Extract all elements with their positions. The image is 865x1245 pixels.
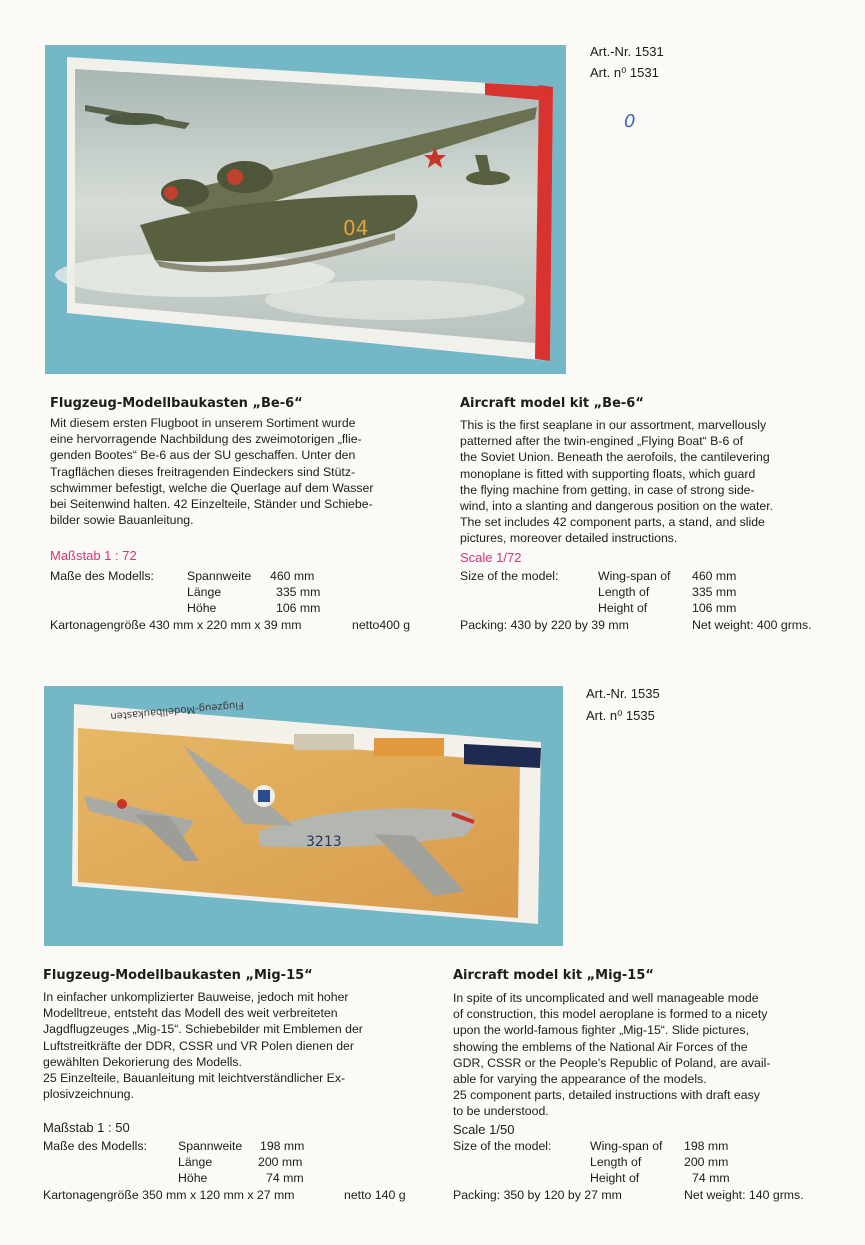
- line: the flying machine from getting, in case of strong side-: [460, 482, 755, 497]
- kit2-dim-value: 74 mm: [266, 1171, 304, 1185]
- line: In spite of its uncomplicated and well manageable mode: [453, 991, 759, 1005]
- line: able for varying the appearance of the models.: [453, 1072, 707, 1087]
- kit1-dim-name: Height of: [598, 601, 648, 615]
- line: Modelltreue, entsteht das Modell des weit verbreiteten: [43, 1006, 338, 1021]
- kit2-title-de: Flugzeug-Modellbaukasten „Mig-15“: [43, 968, 313, 983]
- kit1-scale-en: Scale 1/72: [460, 550, 522, 565]
- kit1-dim-value: 460 mm: [270, 569, 315, 583]
- kit2-carton-de: Kartonagengröße 350 mm x 120 mm x 27 mm: [43, 1188, 295, 1202]
- line: gewählten Dekorierung des Modells.: [43, 1054, 242, 1069]
- kit2-scale-de: Maßstab 1 : 50: [43, 1120, 130, 1135]
- kit1-weight-en: Net weight: 400 grms.: [692, 618, 812, 632]
- mig15-box-title: Flugzeug-Modellbaukasten: [109, 698, 245, 722]
- line: monoplane is fitted with supporting floats, which guard: [460, 466, 756, 481]
- line: the Soviet Union. Beneath the aerofoils, the cantilevering: [460, 450, 770, 465]
- line: bilder sowie Bauanleitung.: [50, 513, 194, 528]
- kit2-dims-label-en: Size of the model:: [453, 1139, 552, 1153]
- line: Tragflächen dieses freitragenden Eindeckers sind Stütz-: [50, 464, 356, 479]
- line: In einfacher unkomplizierter Bauweise, jedoch mit hoher: [43, 990, 349, 1004]
- kit1-art-number-de: Art.-Nr. 1531: [590, 44, 664, 59]
- line: bei Seitenwind halten. 42 Einzelteile, Ständer und Schiebe-: [50, 497, 373, 512]
- kit1-dim-name: Length of: [598, 585, 650, 599]
- kit2-description-de: [43, 989, 415, 1102]
- kit1-dim-value: 335 mm: [692, 585, 737, 599]
- kit1-art-number-en: Art. n⁰ 1531: [590, 65, 659, 80]
- kit2-dim-value: 198 mm: [260, 1139, 305, 1153]
- line: upon the world-famous fighter „Mig-15“. Slide pictures,: [453, 1023, 749, 1038]
- kit1-description-de: [50, 415, 422, 528]
- line: schwimmer befestigt, welche die Querlage auf dem Wasser: [50, 480, 374, 495]
- kit1-packing-en: Packing: 430 by 220 by 39 mm: [460, 618, 629, 632]
- kit2-dim-name: Höhe: [178, 1171, 208, 1185]
- kit2-product-photo: [44, 686, 563, 946]
- kit2-title-en: Aircraft model kit „Mig-15“: [453, 968, 654, 983]
- kit1-title-en: Aircraft model kit „Be-6“: [460, 396, 644, 411]
- kit1-dim-value: 106 mm: [692, 601, 737, 615]
- mig15-box-number: 3213: [306, 834, 342, 850]
- kit2-dim-value: 198 mm: [684, 1139, 729, 1153]
- kit2-dim-value: 200 mm: [684, 1155, 729, 1169]
- kit1-dim-value: 335 mm: [276, 585, 321, 599]
- kit2-art-number-de: Art.-Nr. 1535: [586, 686, 660, 701]
- line: Luftstreitkräfte der DDR, CSSR und VR Polen dienen der: [43, 1038, 354, 1053]
- kit1-weight-de: netto400 g: [352, 618, 411, 632]
- kit1-product-photo: [45, 45, 566, 374]
- line: pictures, moreover detailed instructions.: [460, 531, 678, 546]
- be6-box-illustration: [45, 45, 566, 374]
- kit2-description-en: [453, 990, 825, 1120]
- kit2-dim-name: Length of: [590, 1155, 642, 1169]
- kit2-dim-name: Height of: [590, 1171, 640, 1185]
- line: GDR, CSSR or the People's Republic of Poland, are avail-: [453, 1055, 771, 1070]
- kit2-dim-value: 74 mm: [692, 1171, 730, 1185]
- line: patterned after the twin-engined „Flying Boat“ B-6 of: [460, 434, 743, 449]
- line: This is the first seaplane in our assortment, marvellously: [460, 418, 767, 432]
- kit2-scale-en: Scale 1/50: [453, 1122, 515, 1137]
- kit1-dim-value: 460 mm: [692, 569, 737, 583]
- line: wind, into a slanting and dangerous position on the water.: [460, 499, 774, 514]
- kit1-dim-name: Länge: [187, 585, 222, 599]
- kit1-dims-label-de: Maße des Modells:: [50, 569, 154, 583]
- line: Jagdflugzeuges „Mig-15“. Schiebebilder mit Emblemen der: [43, 1022, 363, 1037]
- kit1-dim-name: Wing-span of: [598, 569, 671, 583]
- kit2-weight-en: Net weight: 140 grms.: [684, 1188, 804, 1202]
- kit1-dim-value: 106 mm: [276, 601, 321, 615]
- line: plosivzeichnung.: [43, 1087, 134, 1102]
- kit1-carton-de: Kartonagengröße 430 mm x 220 mm x 39 mm: [50, 618, 302, 632]
- kit2-dims-label-de: Maße des Modells:: [43, 1139, 147, 1153]
- line: 25 Einzelteile, Bauanleitung mit leichtverständlicher Ex-: [43, 1071, 346, 1086]
- line: 25 component parts, detailed instructions with draft easy: [453, 1088, 760, 1103]
- line: to be understood.: [453, 1104, 549, 1119]
- line: The set includes 42 component parts, a stand, and slide: [460, 515, 765, 530]
- kit1-dim-name: Spannweite: [187, 569, 252, 583]
- mig15-box-illustration: [44, 686, 563, 946]
- kit1-dim-name: Höhe: [187, 601, 217, 615]
- line: showing the emblems of the National Air Forces of the: [453, 1039, 748, 1054]
- line: eine hervorragende Nachbildung des zweimotorigen „flie-: [50, 432, 362, 447]
- kit1-title-de: Flugzeug-Modellbaukasten „Be-6“: [50, 396, 303, 411]
- kit2-dim-name: Wing-span of: [590, 1139, 663, 1153]
- kit2-dim-name: Spannweite: [178, 1139, 243, 1153]
- kit1-dims-label-en: Size of the model:: [460, 569, 559, 583]
- kit2-dim-value: 200 mm: [258, 1155, 303, 1169]
- kit2-dim-name: Länge: [178, 1155, 213, 1169]
- kit2-art-number-en: Art. n⁰ 1535: [586, 708, 655, 723]
- be6-box-number: 04: [343, 216, 369, 240]
- line: Mit diesem ersten Flugboot in unserem Sortiment wurde: [50, 416, 356, 430]
- kit1-scale-de: Maßstab 1 : 72: [50, 548, 137, 563]
- kit1-description-en: [460, 417, 832, 547]
- line: of construction, this model aeroplane is formed to a nicety: [453, 1007, 768, 1022]
- line: genden Bootes“ Be-6 aus der SU geschaffen. Unter den: [50, 448, 356, 463]
- kit2-weight-de: netto 140 g: [344, 1188, 406, 1202]
- pen-mark: 0: [624, 111, 636, 132]
- kit2-packing-en: Packing: 350 by 120 by 27 mm: [453, 1188, 622, 1202]
